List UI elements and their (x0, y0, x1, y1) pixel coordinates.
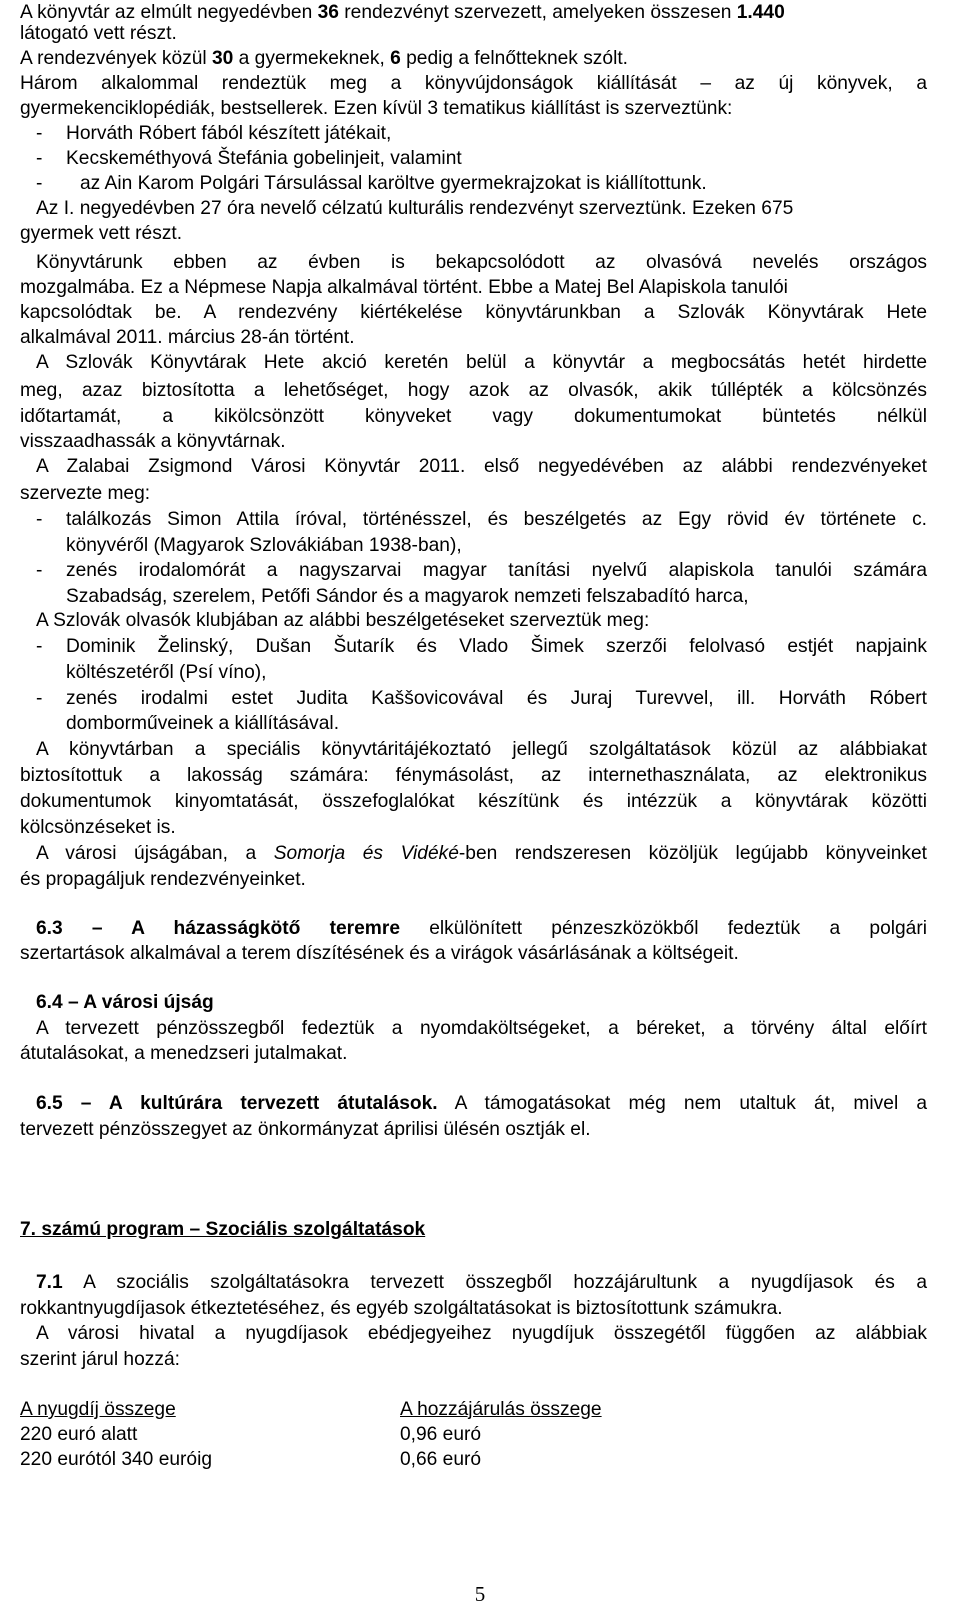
paragraph-line: tervezett pénzösszegyet az önkormányzat áprilisi ülésén osztják el. (20, 1119, 591, 1140)
paragraph-line: és propagáljuk rendezvényeinket. (20, 869, 306, 890)
paragraph-line: szertartások alkalmával a terem díszítésének és a virágok vásárlásának a költségeit. (20, 943, 739, 964)
list-dash: - (36, 148, 43, 169)
paragraph-line: visszaadhassák a könyvtárnak. (20, 431, 286, 452)
table-cell: 220 eurótól 340 euróig (20, 1449, 213, 1470)
list-dash: - (36, 560, 43, 581)
list-item: zenés irodalomórát a nagyszarvai magyar tanítási nyelvű alapiskola tanulói számára (66, 560, 927, 581)
paragraph-line: átutalásokat, a menedzseri jutalmakat. (20, 1043, 348, 1064)
section-heading-6-4: 6.4 – A városi újság (36, 992, 214, 1013)
paragraph-line: szerint járul hozzá: (20, 1349, 180, 1370)
list-dash: - (36, 173, 43, 194)
page-number: 5 (474, 1582, 486, 1606)
paragraph-line: időtartamát, a kikölcsönzött könyveket vagy dokumentumokat büntetés nélkül (20, 406, 927, 427)
list-item: Szabadság, szerelem, Petőfi Sándor és a magyarok nemzeti felszabadító harca, (66, 586, 749, 607)
paragraph-line: gyermek vett részt. (20, 223, 183, 244)
list-dash: - (36, 636, 43, 657)
list-dash: - (36, 509, 43, 530)
list-item: az Ain Karom Polgári Társulással karöltve gyermekrajzokat is kiállítottunk. (80, 173, 707, 194)
paragraph-line: meg, azaz biztosította a lehetőséget, hogy azok az olvasók, akik túllépték a kölcsönzés (20, 380, 927, 401)
list-item: költészetéről (Psí víno), (66, 662, 267, 683)
paragraph-line: A könyvtár az elmúlt negyedévben 36 rendezvényt szervezett, amelyeken összesen 1.440 (20, 2, 785, 23)
list-item: Horváth Róbert fából készített játékait, (66, 123, 392, 144)
paragraph-line: rokkantnyugdíjasok étkeztetéséhez, és egyéb szolgáltatásokat is biztosítottunk számukra. (20, 1298, 783, 1319)
list-dash: - (36, 123, 43, 144)
table-cell: 0,66 euró (400, 1449, 482, 1470)
paragraph-line: dokumentumok kinyomtatását, összefoglalókat készítünk és intézzük a könyvtárak közötti (20, 791, 927, 812)
paragraph-line: alkalmával 2011. március 28-án történt. (20, 327, 355, 348)
program-heading: 7. számú program – Szociális szolgáltatások (20, 1219, 426, 1240)
paragraph-line: mozgalmába. Ez a Népmese Napja alkalmával történt. Ebbe a Matej Bel Alapiskola tanulói (20, 277, 788, 298)
paragraph-line: A rendezvények közül 30 a gyermekeknek, 6 pedig a felnőtteknek szólt. (20, 48, 628, 69)
section-heading-7-1: 7.1 A szociális szolgáltatásokra tervezett összegből hozzájárultunk a nyugdíjasok és a (36, 1272, 927, 1293)
section-heading-6-5: 6.5 – A kultúrára tervezett átutalások. A támogatásokat még nem utaltuk át, mivel a (36, 1093, 927, 1114)
paragraph-line: A városi újságában, a Somorja és Vidéké-ben rendszeresen közöljük legújabb könyveinket (36, 843, 927, 864)
paragraph-line: kapcsolódtak be. A rendezvény kiértékelése könyvtárunkban a Szlovák Könyvtárak Hete (20, 302, 927, 323)
list-item: zenés irodalmi estet Judita Kaššovicovával és Juraj Turevvel, ill. Horváth Róbert (66, 688, 927, 709)
paragraph-line: kölcsönzéseket is. (20, 817, 176, 838)
list-dash: - (36, 688, 43, 709)
paragraph-line: A Zalabai Zsigmond Városi Könyvtár 2011. első negyedévében az alábbi rendezvényeket (36, 456, 927, 477)
table-cell: 0,96 euró (400, 1424, 482, 1445)
list-item: domborműveinek a kiállításával. (66, 713, 340, 734)
paragraph-line: látogató vett részt. (20, 23, 177, 44)
paragraph-line: Az I. negyedévben 27 óra nevelő célzatú kulturális rendezvényt szerveztünk. Ezeken 675 (36, 198, 794, 219)
list-item: Dominik Želinský, Dušan Šutarík és Vlado Šimek szerzői felolvasó estjét napjaink (66, 636, 927, 657)
table-header: A hozzájárulás összege (400, 1399, 602, 1420)
list-item: könyvéről (Magyarok Szlovákiában 1938-ban), (66, 535, 462, 556)
list-item: Kecskeméthyová Štefánia gobelinjeit, valamint (66, 148, 462, 169)
section-heading-6-3: 6.3 – A házasságkötő teremre elkülönített pénzeszközökből fedeztük a polgári (36, 918, 927, 939)
paragraph-line: biztosítottuk a lakosság számára: fénymásolást, az internethasználata, az elektronikus (20, 765, 927, 786)
list-item: találkozás Simon Attila íróval, történésszel, és beszélgetés az Egy rövid év története c. (66, 509, 927, 530)
paragraph-line: A Szlovák Könyvtárak Hete akció keretén belül a könyvtár a megbocsátás hetét hirdette (36, 352, 927, 373)
paragraph-line: A tervezett pénzösszegből fedeztük a nyomdaköltségeket, a béreket, a törvény által előírt (36, 1018, 927, 1039)
table-cell: 220 euró alatt (20, 1424, 138, 1445)
paragraph-line: Könyvtárunk ebben az évben is bekapcsolódott az olvasóvá nevelés országos (36, 252, 927, 273)
paragraph-line: gyermekenciklopédiák, bestsellerek. Ezen kívül 3 tematikus kiállítást is szerveztünk: (20, 98, 733, 119)
paragraph-line: A városi hivatal a nyugdíjasok ebédjegyeihez nyugdíjuk összegétől függően az alábbiak (36, 1323, 927, 1344)
paragraph-line: Három alkalommal rendeztük meg a könyvújdonságok kiállítását – az új könyvek, a (20, 73, 927, 94)
paragraph-line: A Szlovák olvasók klubjában az alábbi beszélgetéseket szerveztük meg: (36, 610, 650, 631)
paragraph-line: szervezte meg: (20, 483, 151, 504)
table-header: A nyugdíj összege (20, 1399, 176, 1420)
paragraph-line: A könyvtárban a speciális könyvtáritájékoztató jellegű szolgáltatások közül az alábbiakat (36, 739, 927, 760)
